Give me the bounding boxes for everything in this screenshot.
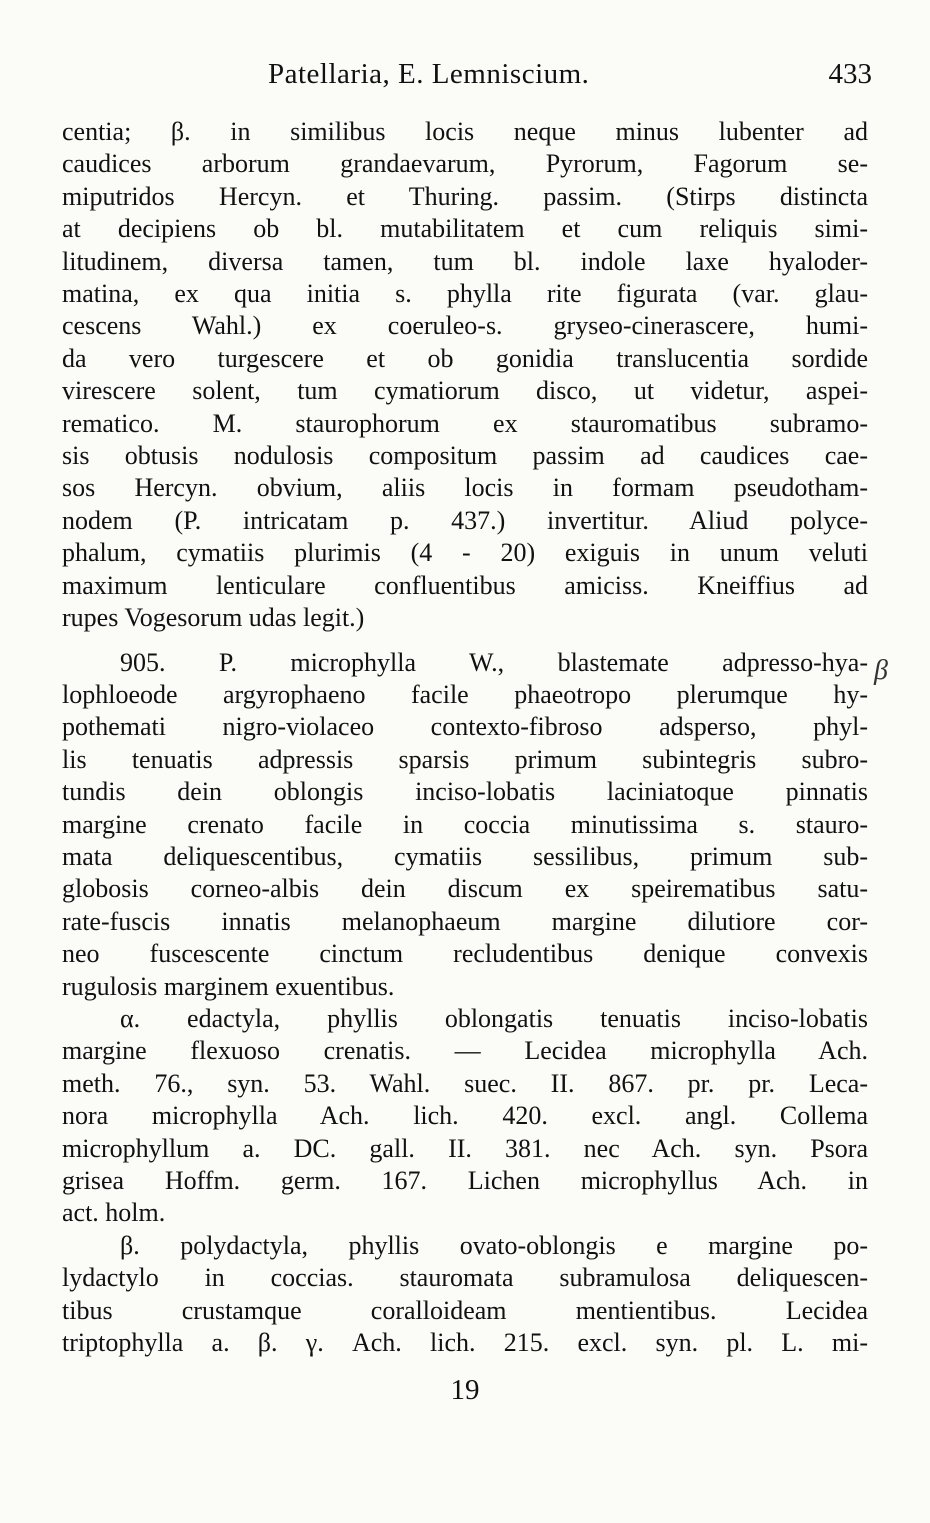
text-line: rupes Vogesorum udas legit.) <box>62 603 365 633</box>
text-line: da vero turgescere et ob gonidia translucentia sordide <box>62 343 868 373</box>
text-line: grisea Hoffm. germ. 167. Lichen microphyllus Ach. in <box>62 1166 868 1195</box>
text-line: tibus crustamque coralloideam mentientibus. Lecidea <box>62 1295 868 1325</box>
text-line: lydactylo in coccias. stauromata subramulosa deliquescen- <box>62 1263 868 1293</box>
text-line: nodem (P. intricatam p. 437.) invertitur. Aliud polyce- <box>62 505 868 535</box>
text-line: rematico. M. staurophorum ex stauromatibus subramo- <box>62 408 868 438</box>
text-line: rugulosis marginem exuentibus. <box>62 971 395 1001</box>
text-line: act. holm. <box>62 1198 166 1228</box>
text-line: margine crenato facile in coccia minutissima s. stauro- <box>62 809 868 839</box>
text-line: meth. 76., syn. 53. Wahl. suec. II. 867. pr. pr. Leca- <box>62 1068 868 1098</box>
body-text <box>62 116 868 1359</box>
text-line: litudinem, diversa tamen, tum bl. indole laxe hyaloder- <box>62 246 868 276</box>
text-line: lis tenuatis adpressis sparsis primum subintegris subro- <box>62 744 868 774</box>
text-line: lophloeode argyrophaeno facile phaeotropo plerumque hy- <box>62 679 868 709</box>
text-line: at decipiens ob bl. mutabilitatem et cum reliquis simi- <box>62 214 868 244</box>
margin-annotation: β <box>874 655 888 686</box>
variety-beta-line: β. polydactyla, phyllis ovato-oblongis e margine po- <box>120 1230 868 1260</box>
text-line: miputridos Hercyn. et Thuring. passim. (Stirps distincta <box>62 181 868 211</box>
text-line: caudices arborum grandaevarum, Pyrorum, Fagorum se- <box>62 149 868 179</box>
text-line: sos Hercyn. obvium, aliis locis in formam pseudotham- <box>62 473 868 503</box>
text-line: centia; β. in similibus locis neque minus lubenter ad <box>62 117 868 146</box>
text-line: tundis dein oblongis inciso-lobatis laciniatoque pinnatis <box>62 777 868 807</box>
text-line: neo fuscescente cinctum recludentibus denique convexis <box>62 939 868 969</box>
text-line: nora microphylla Ach. lich. 420. excl. angl. Collema <box>62 1101 868 1131</box>
text-line: globosis corneo-albis dein discum ex speirematibus satu- <box>62 874 868 904</box>
running-title: Patellaria, E. Lemniscium. <box>268 58 590 90</box>
text-line: microphyllum a. DC. gall. II. 381. nec Ach. syn. Psora <box>62 1133 868 1163</box>
text-line: virescere solent, tum cymatiorum disco, ut videtur, aspei- <box>62 376 868 406</box>
text-line: triptophylla a. β. γ. Ach. lich. 215. excl. syn. pl. L. mi- <box>62 1328 868 1358</box>
text-line: cescens Wahl.) ex coeruleo-s. gryseo-cinerascere, humi- <box>62 311 868 341</box>
text-line: matina, ex qua initia s. phylla rite figurata (var. glau- <box>62 279 868 309</box>
paragraph-gap <box>62 635 868 647</box>
signature-mark: 19 <box>450 1374 480 1406</box>
page-header <box>58 58 872 98</box>
text-line: mata deliquescentibus, cymatiis sessilibus, primum sub- <box>62 841 868 871</box>
text-line: pothemati nigro-violaceo contexto-fibroso adsperso, phyl- <box>62 712 868 742</box>
text-line: maximum lenticulare confluentibus amiciss. Kneiffius ad <box>62 570 868 600</box>
species-heading-line: 905. P. microphylla W., blastemate adpresso-hya- <box>120 647 868 677</box>
text-line: rate-fuscis innatis melanophaeum margine dilutiore cor- <box>62 906 868 936</box>
text-line: phalum, cymatiis plurimis (4 - 20) exiguis in unum veluti <box>62 538 868 568</box>
text-line: margine flexuoso crenatis. — Lecidea microphylla Ach. <box>62 1036 868 1066</box>
variety-alpha-line: α. edactyla, phyllis oblongatis tenuatis inciso-lobatis <box>120 1003 868 1033</box>
page-number: 433 <box>828 58 872 90</box>
text-line: sis obtusis nodulosis compositum passim ad caudices cae- <box>62 441 868 471</box>
